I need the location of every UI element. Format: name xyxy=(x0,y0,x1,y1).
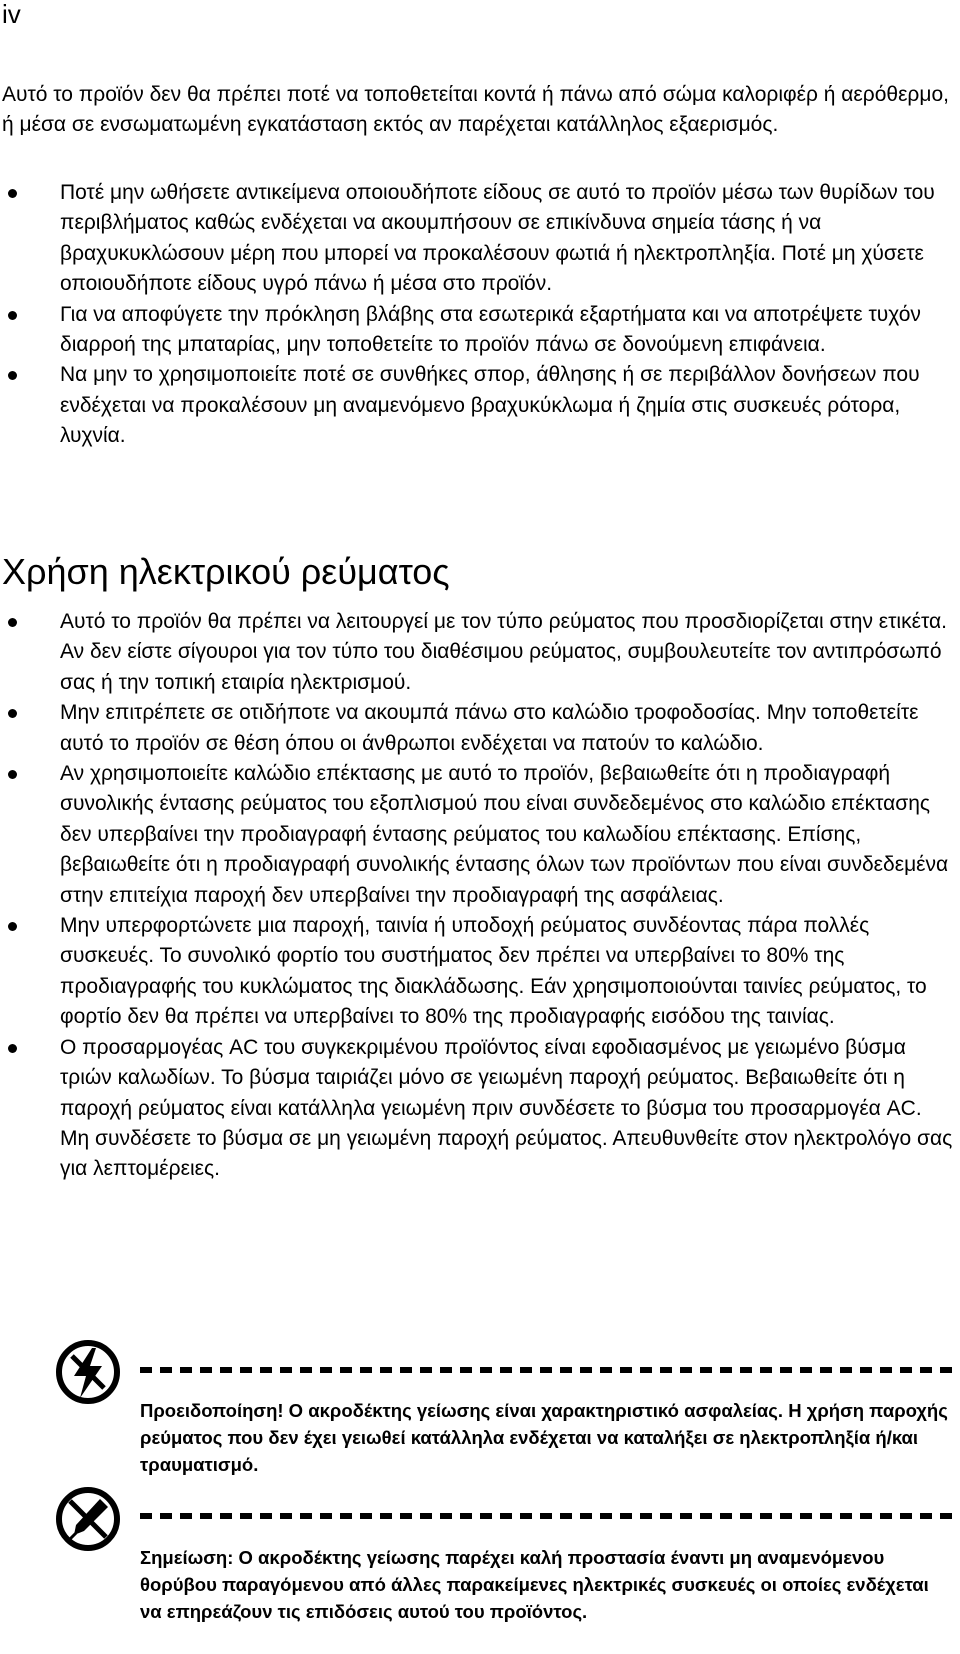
warning-divider xyxy=(140,1367,958,1373)
bullet-icon xyxy=(8,922,17,931)
bullet-icon xyxy=(8,371,17,380)
list-item-text: Μην επιτρέπετε σε οτιδήποτε να ακουμπά πάνω στο καλώδιο τροφοδοσίας. Μην τοποθετείτε αυτό το προϊόν σε θέση όπου οι άνθρωποι ενδέχεται να πατούν το καλώδιο. xyxy=(60,701,919,755)
list-item-text: Μην υπερφορτώνετε μια παροχή, ταινία ή υποδοχή ρεύματος συνδέοντας πάρα πολλές συσκευές. Το συνολικό φορτίο του συστήματος δεν πρέπει να υπερβαίνει το 80% της προδιαγραφής του κυκλώματος της διακλάδωσης. Εάν χρησιμοποιούνται ταινίες ρεύματος, το φορτίο δεν θα πρέπει να υπερβαίνει το 80% της προδιαγραφής εισόδου της ταινίας. xyxy=(60,914,927,1029)
bullet-icon xyxy=(8,189,17,198)
safety-bullet-list xyxy=(0,178,960,452)
note-text: Σημείωση: Ο ακροδέκτης γείωσης παρέχει καλή προστασία έναντι μη αναμενόμενου θορύβου παραγόμενου από άλλες παρακείμενες ηλεκτρικές συσκευές οι οποίες ενδέχεται να επηρεάζουν τις επιδόσεις αυτού του προϊόντος. xyxy=(140,1547,929,1622)
page-number: iv xyxy=(2,0,21,29)
list-item-text: Αν χρησιμοποιείτε καλώδιο επέκτασης με αυτό το προϊόν, βεβαιωθείτε ότι η προδιαγραφή συνολικής έντασης ρεύματος του εξοπλισμού που είναι συνδεδεμένος στο καλώδιο επέκτασης δεν υπερβαίνει την προδιαγραφή έντασης ρεύματος του καλωδίου επέκτασης. Επίσης, βεβαιωθείτε ότι η προδιαγραφή συνολικής έντασης όλων των προϊόντων που είναι συνδεδεμένα στην επιτείχια παροχή δεν υπερβαίνει την προδιαγραφή της ασφάλειας. xyxy=(60,762,949,907)
bullet-icon xyxy=(8,618,17,627)
list-item xyxy=(0,1033,960,1185)
note-pen-icon xyxy=(56,1487,120,1551)
list-item-text: Να μην το χρησιμοποιείτε ποτέ σε συνθήκες σπορ, άθλησης ή σε περιβάλλον δονήσεων που ενδέχεται να προκαλέσουν μη αναμενόμενο βραχυκύκλωμα ή ζημία στις συσκευές ρότορα, λυχνία. xyxy=(60,363,920,448)
intro-paragraph: Αυτό το προϊόν δεν θα πρέπει ποτέ να τοποθετείται κοντά ή πάνω από σώμα καλοριφέρ ή αερόθερμο, ή μέσα σε ενσωματωμένη εγκατάσταση εκτός αν παρέχεται κατάλληλος εξαερισμός. xyxy=(2,83,949,137)
list-item xyxy=(0,607,960,698)
warning-text: Προειδοποίηση! Ο ακροδέκτης γείωσης είναι χαρακτηριστικό ασφαλείας. Η χρήση παροχής ρεύματος που δεν έχει γειωθεί κατάλληλα ενδέχεται να καταλήξει σε ηλεκτροπληξία ή/και τραυματισμό. xyxy=(140,1400,948,1475)
list-item xyxy=(0,911,960,1033)
power-bullet-list xyxy=(0,607,960,1185)
bullet-icon xyxy=(8,770,17,779)
list-item-text: Ποτέ μην ωθήσετε αντικείμενα οποιουδήποτε είδους σε αυτό το προϊόν μέσω των θυρίδων του περιβλήματος καθώς ενδέχεται να ακουμπήσουν σε επικίνδυνα σημεία τάσης ή να βραχυκυκλώσουν μέρη που μπορεί να προκαλέσουν φωτιά ή ηλεκτροπληξία. Ποτέ μη χύσετε οποιουδήποτε είδους υγρό πάνω ή μέσα στο προϊόν. xyxy=(60,181,935,296)
bullet-icon xyxy=(8,1044,17,1053)
list-item xyxy=(0,300,960,361)
list-item-text: Αυτό το προϊόν θα πρέπει να λειτουργεί με τον τύπο ρεύματος που προσδιορίζεται στην ετικέτα. Αν δεν είστε σίγουροι για τον τύπο του διαθέσιμου ρεύματος, συμβουλευτείτε τον αντιπρόσωπό σας ή την τοπική εταιρία ηλεκτρισμού. xyxy=(60,610,947,694)
list-item xyxy=(0,178,960,300)
list-item-text: Ο προσαρμογέας AC του συγκεκριμένου προϊόντος είναι εφοδιασμένος με γειωμένο βύσμα τριών καλωδίων. Το βύσμα ταιριάζει μόνο σε γειωμένη παροχή ρεύματος. Βεβαιωθείτε ότι η παροχή ρεύματος είναι κατάλληλα γειωμένη πριν συνδέσετε το βύσμα του προσαρμογέα AC. Μη συνδέσετε το βύσμα σε μη γειωμένη παροχή ρεύματος. Απευθυνθείτε στον ηλεκτρολόγο σας για λεπτομέρειες. xyxy=(60,1035,953,1181)
list-item xyxy=(0,759,960,911)
section-heading: Χρήση ηλεκτρικού ρεύματος xyxy=(2,551,450,592)
bullet-icon xyxy=(8,709,17,718)
bullet-icon xyxy=(8,311,17,320)
note-divider xyxy=(140,1513,958,1519)
list-item xyxy=(0,360,960,451)
list-item-text: Για να αποφύγετε την πρόκληση βλάβης στα εσωτερικά εξαρτήματα και να αποτρέψετε τυχόν διαρροή της μπαταρίας, μην τοποθετείτε το προϊόν πάνω σε δονούμενη επιφάνεια. xyxy=(60,302,921,357)
lightning-warning-icon xyxy=(56,1340,120,1404)
list-item xyxy=(0,698,960,759)
